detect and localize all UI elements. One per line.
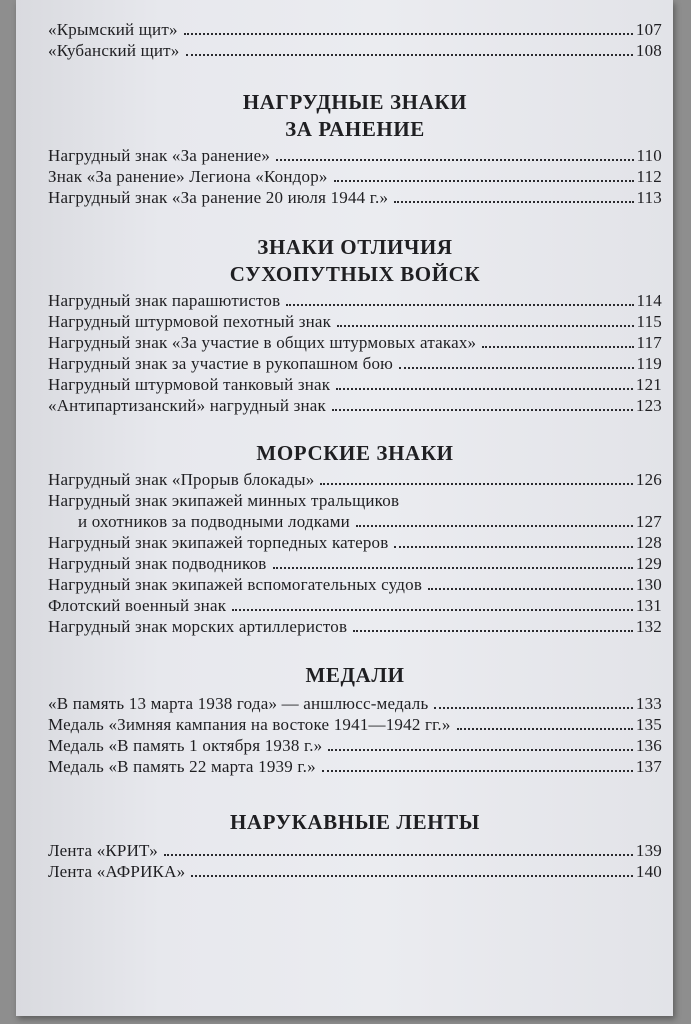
toc-entry-title: Медаль «Зимняя кампания на востоке 1941—1942 гг.» [48,715,451,734]
book-page [16,0,673,1016]
dot-leader [184,33,633,35]
toc-entry [48,574,662,595]
page-number: 113 [636,188,662,207]
toc-entry-title: Знак «За ранение» Легиона «Кондор» [48,167,328,186]
table-of-contents [48,19,662,882]
dot-leader [482,346,633,348]
toc-entry [48,756,662,777]
page-number: 139 [635,841,662,860]
toc-entry-title: Нагрудный штурмовой танковый знак [48,375,331,394]
dot-leader [164,854,633,856]
toc-entry-title: Нагрудный знак за участие в рукопашном бою [48,354,394,373]
toc-entry [48,469,662,490]
dot-leader [276,159,633,161]
dot-leader [337,325,633,327]
toc-entry-title: Нагрудный знак экипажей минных тральщиков [48,491,400,510]
toc-entry-title: Флотский военный знак [48,596,227,615]
toc-section [48,19,662,61]
dot-leader [328,749,633,751]
toc-section [48,440,662,637]
toc-entry-title: Нагрудный штурмовой пехотный знак [48,312,332,331]
toc-entry-title: Нагрудный знак подводников [48,554,267,573]
page-number: 107 [635,20,662,39]
toc-entry-title: Лента «АФРИКА» [48,862,186,881]
page-number: 137 [635,757,662,776]
dot-leader [399,367,633,369]
toc-section [48,89,662,208]
toc-entry [48,187,662,208]
section-heading: МЕДАЛИ [305,663,405,687]
toc-entry-title: Нагрудный знак экипажей вспомогательных судов [48,575,423,594]
toc-entry [48,511,662,532]
toc-entry [48,290,662,311]
toc-entry [48,40,662,61]
page-number: 121 [635,375,662,394]
dot-leader [286,304,633,306]
dot-leader [394,201,633,203]
dot-leader [273,567,633,569]
toc-entry [48,374,662,395]
section-heading: НАРУКАВНЫЕ ЛЕНТЫ [229,810,481,834]
section-heading: НАГРУДНЫЕ ЗНАКИ [242,90,468,114]
page-number: 133 [635,694,662,713]
toc-entry [48,735,662,756]
dot-leader [353,630,633,632]
dot-leader [334,180,634,182]
dot-leader [322,770,633,772]
toc-entry-title: «Крымский щит» [48,20,178,39]
page-number: 128 [635,533,662,552]
dot-leader [332,409,633,411]
toc-entry [48,595,662,616]
dot-leader [434,707,632,709]
toc-entry [48,532,662,553]
dot-leader [320,483,633,485]
toc-entry [48,840,662,861]
toc-entry [48,616,662,637]
page-number: 127 [635,512,662,531]
toc-entry [48,145,662,166]
toc-entry-title: «Антипартизанский» нагрудный знак [48,396,327,415]
page-number: 140 [635,862,662,881]
page-number: 110 [636,146,662,165]
section-heading: СУХОПУТНЫХ ВОЙСК [229,262,481,286]
toc-entry-title: Лента «КРИТ» [48,841,158,860]
toc-entry-title: Нагрудный знак «За ранение» [48,146,271,165]
page-number: 130 [635,575,662,594]
toc-entry-title: Медаль «В память 22 марта 1939 г.» [48,757,316,776]
page-number: 115 [636,312,662,331]
toc-entry [48,19,662,40]
dot-leader [232,609,633,611]
toc-entry [48,714,662,735]
toc-entry [48,332,662,353]
toc-entry-title: Нагрудный знак «Прорыв блокады» [48,470,315,489]
dot-leader [457,728,633,730]
toc-entry-title: Нагрудный знак «За участие в общих штурмовых атаках» [48,333,477,352]
dot-leader [336,388,633,390]
page-number: 112 [636,167,662,186]
toc-entry [48,553,662,574]
dot-leader [356,525,633,527]
page-number: 123 [635,396,662,415]
toc-entry-title: Нагрудный знак морских артиллеристов [48,617,348,636]
section-heading: ЗА РАНЕНИЕ [285,117,425,141]
toc-entry [48,395,662,416]
toc-entry-title: Нагрудный знак «За ранение 20 июля 1944 г.» [48,188,389,207]
page-number: 119 [636,354,662,373]
toc-entry-title: Нагрудный знак парашютистов [48,291,281,310]
toc-entry-title: «В память 13 марта 1938 года» — аншлюсс-медаль [48,694,429,713]
dot-leader [186,54,633,56]
section-heading: ЗНАКИ ОТЛИЧИЯ [257,235,453,259]
toc-entry-continuation: и охотников за подводными лодками [78,512,350,531]
page-number: 131 [635,596,662,615]
toc-entry [48,693,662,714]
page-number: 126 [635,470,662,489]
toc-entry [48,861,662,882]
toc-section [48,809,662,882]
toc-entry-title: «Кубанский щит» [48,41,180,60]
toc-entry [48,166,662,187]
section-heading: МОРСКИЕ ЗНАКИ [256,441,454,465]
toc-entry [48,311,662,332]
toc-section [48,662,662,777]
dot-leader [394,546,632,548]
toc-entry-title: Медаль «В память 1 октября 1938 г.» [48,736,323,755]
page-number: 129 [635,554,662,573]
toc-entry-title: Нагрудный знак экипажей торпедных катеров [48,533,389,552]
dot-leader [191,875,633,877]
toc-section [48,234,662,416]
page-number: 117 [636,333,662,352]
page-number: 108 [635,41,662,60]
page-number: 136 [635,736,662,755]
page-number: 132 [635,617,662,636]
toc-entry [48,353,662,374]
dot-leader [428,588,633,590]
page-number: 135 [635,715,662,734]
page-number: 114 [636,291,662,310]
